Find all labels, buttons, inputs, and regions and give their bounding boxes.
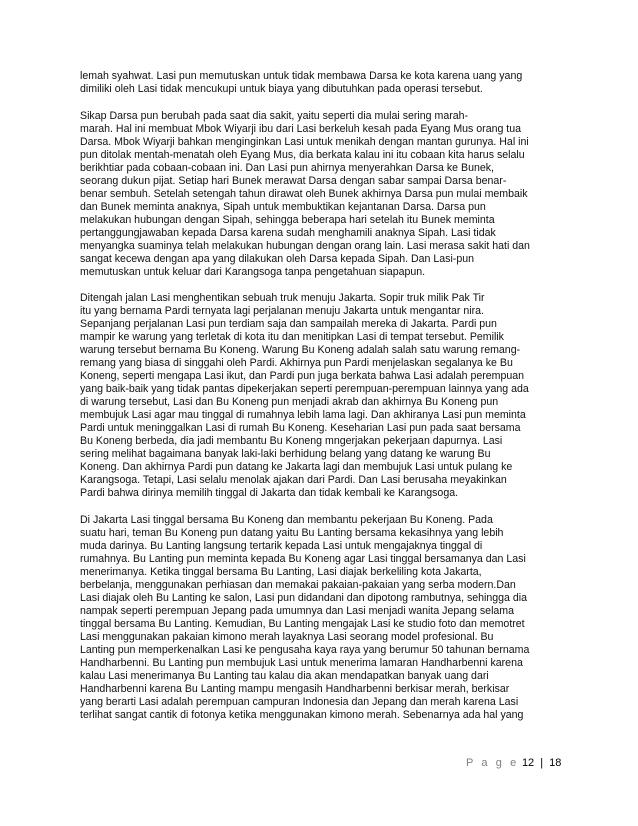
text-line: berbelanja, menggunakan perhiasan dan memakai pakaian-pakaian yang serba modern.Dan bbox=[80, 578, 516, 591]
text-line: yang baik-baik yang tidak pantas dipekerjakan seperti perempuan-perempuan lainnya yang ada bbox=[80, 383, 529, 395]
text-line: Di Jakarta Lasi tinggal bersama Bu Koneng dan membantu pekerjaan Bu Koneng. Pada bbox=[80, 513, 493, 526]
paragraph bbox=[80, 110, 562, 279]
text-line: Bu Koneng berbeda, dia jadi membantu Bu Koneng mngerjakan pekerjaan dapurnya. Lasi bbox=[80, 435, 503, 447]
text-line: membujuk Lasi agar mau tinggal di rumahnya lebih lama lagi. Dan akhiranya Lasi pun meminta bbox=[80, 409, 526, 421]
text-line: Darsa. Mbok Wiyarji bahkan menginginkan Lasi untuk menikah dengan mantan gurunya. Hal ini bbox=[80, 135, 529, 148]
text-line: Ditengah jalan Lasi menghentikan sebuah truk menuju Jakarta. Sopir truk milik Pak Tir bbox=[80, 292, 485, 304]
text-line: pun ditolak mentah-menatah oleh Eyang Mus, dia berkata kalau ini itu cobaan kita harus selalu bbox=[80, 148, 525, 161]
text-line: Lasi diajak oleh Bu Lanting ke salon, Lasi pun didandani dan dipotong rambutnya, sehingga dia bbox=[80, 591, 528, 604]
text-line: Koneng, seperti mengapa Lasi ikut, dan Pardi pun juga berkata bahwa Lasi adalah perempuan bbox=[80, 370, 525, 382]
text-line: Lasi menggunakan pakaian kimono merah layaknya Lasi seorang model profesional. Bu bbox=[80, 630, 494, 643]
text-line: melakukan hubungan dengan Sipah, sehingga beberapa hari setelah itu Bunek meminta bbox=[80, 213, 495, 226]
text-line: memutuskan untuk keluar dari Karangsoga tanpa pengetahuan siapapun. bbox=[80, 265, 426, 278]
text-line: seorang dukun pijat. Setiap hari Bunek merawat Darsa dengan sabar sampai Darsa benar- bbox=[80, 174, 507, 187]
document-body bbox=[80, 70, 562, 735]
text-line: Koneng. Dan akhirnya Pardi pun datang ke Jakarta lagi dan membujuk Lasi untuk pulang ke bbox=[80, 461, 513, 473]
text-line: sangat kecewa dengan apa yang dilakukan oleh Darsa kepada Sipah. Dan Lasi-pun bbox=[80, 252, 475, 265]
text-line: kalau Lasi menerimanya Bu Lanting tau kalau dia akan mendapatkan banyak uang dari bbox=[80, 669, 489, 682]
page-number: 12 bbox=[521, 757, 535, 769]
text-line: dimiliki oleh Lasi tidak mencukupi untuk biaya yang dibutuhkan pada operasi tersebut. bbox=[80, 83, 483, 95]
text-line: di warung tersebut, Lasi dan Bu Koneng pun menjadi akrab dan akhirnya Bu Koneng pun bbox=[80, 396, 499, 408]
text-line: menerimanya. Ketika tinggal bersama Bu Lanting, Lasi diajak berkeliling kota Jakarta, bbox=[80, 565, 482, 578]
text-line: Sikap Darsa pun berubah pada saat dia sakit, yaitu seperti dia mulai sering marah- bbox=[80, 109, 469, 122]
text-line: Sepanjang perjalanan Lasi pun terdiam saja dan sampailah mereka di Jakarta. Pardi pun bbox=[80, 318, 497, 330]
paragraph bbox=[80, 70, 562, 96]
text-line: suatu hari, teman Bu Koneng pun datang yaitu Bu Lanting bersama kekasihnya yang lebih bbox=[80, 526, 504, 539]
text-line: warung tersebut bernama Bu Koneng. Warung Bu Koneng adalah salah satu warung remang- bbox=[80, 344, 521, 356]
text-line: yang berarti Lasi adalah perempuan campuran Indonesia dan Jepang dan merah karena Lasi bbox=[80, 695, 519, 708]
paragraph bbox=[80, 292, 562, 500]
text-line: itu yang bernama Pardi ternyata lagi perjalanan menuju Jakarta untuk mengantar nira. bbox=[80, 305, 484, 317]
text-line: terlihat sangat cantik di fotonya ketika menggunakan kimono merah. Sebenarnya ada hal yang bbox=[80, 708, 524, 721]
total-pages: 18 bbox=[549, 757, 562, 769]
text-line: sering melihat bagaimana banyak laki-laki berhidung belang yang datang ke warung Bu bbox=[80, 448, 491, 460]
text-line: Handharbenni. Bu Lanting pun membujuk Lasi untuk menerima lamaran Handharbenni karena bbox=[80, 656, 523, 669]
text-line: menyangka suaminya telah melakukan hubungan dengan orang lain. Lasi merasa sakit hati dan bbox=[80, 239, 530, 252]
text-line: rumahnya. Bu Lanting pun meminta kepada Bu Koneng agar Lasi tinggal bersamanya dan Lasi bbox=[80, 552, 526, 565]
text-line: lemah syahwat. Lasi pun memutuskan untuk tidak membawa Darsa ke kota karena uang yang bbox=[80, 70, 523, 82]
page-label: P a g e bbox=[466, 757, 519, 769]
text-line: Handharbenni karena Bu Lanting mampu mengasih Handharbenni berkisar merah, berkisar bbox=[80, 682, 510, 695]
text-line: pertanggungjawaban kepada Darsa karena sudah menghamili anaknya Sipah. Lasi tidak bbox=[80, 226, 496, 239]
page-footer bbox=[466, 757, 561, 769]
text-line: marah. Hal ini membuat Mbok Wiyarji ibu dari Lasi berkeluh kesah pada Eyang Mus orang tua bbox=[80, 122, 522, 135]
text-line: nampak seperti perempuan Jepang pada umumnya dan Lasi menjadi wanita Jepang selama bbox=[80, 604, 515, 617]
text-line: berikhtiar pada cobaan-cobaan ini. Dan Lasi pun ahirnya menyerahkan Darsa ke Bunek, bbox=[80, 161, 494, 174]
text-line: Lanting pun memperkenalkan Lasi ke pengusaha kaya raya yang berumur 50 tahunan bernama bbox=[80, 643, 530, 656]
text-line: tinggal bersama Bu Lanting. Kemudian, Bu Lanting mengajak Lasi ke studio foto dan memotret bbox=[80, 617, 525, 630]
text-line: benar sembuh. Setelah setengah tahun dirawat oleh Bunek akhirnya Darsa pun mulai membaik bbox=[80, 187, 528, 200]
text-line: muda darinya. Bu Lanting langsung tertarik kepada Lasi untuk mengajaknya tinggal di bbox=[80, 539, 483, 552]
text-line: mampir ke warung yang terletak di kota itu dan menitipkan Lasi di tempat tersebut. Pemilik bbox=[80, 331, 504, 343]
text-line: Pardi untuk meninggalkan Lasi di rumah Bu Koneng. Keseharian Lasi pun pada saat bersama bbox=[80, 422, 521, 434]
text-line: Pardi bahwa dirinya memilih tinggal di Jakarta dan tidak kembali ke Karangsoga. bbox=[80, 487, 459, 499]
text-line: remang yang biasa di singgahi oleh Pardi. Akhirnya pun Pardi menjelaskan segalanya ke Bu bbox=[80, 357, 513, 369]
page-separator: | bbox=[540, 757, 544, 769]
paragraph bbox=[80, 514, 562, 722]
text-line: Karangsoga. Tetapi, Lasi selalu menolak ajakan dari Pardi. Dan Lasi berusaha meyakinkan bbox=[80, 474, 507, 486]
text-line: dan Bunek meminta anaknya, Sipah untuk membuktikan kejantanan Darsa. Darsa pun bbox=[80, 200, 486, 213]
